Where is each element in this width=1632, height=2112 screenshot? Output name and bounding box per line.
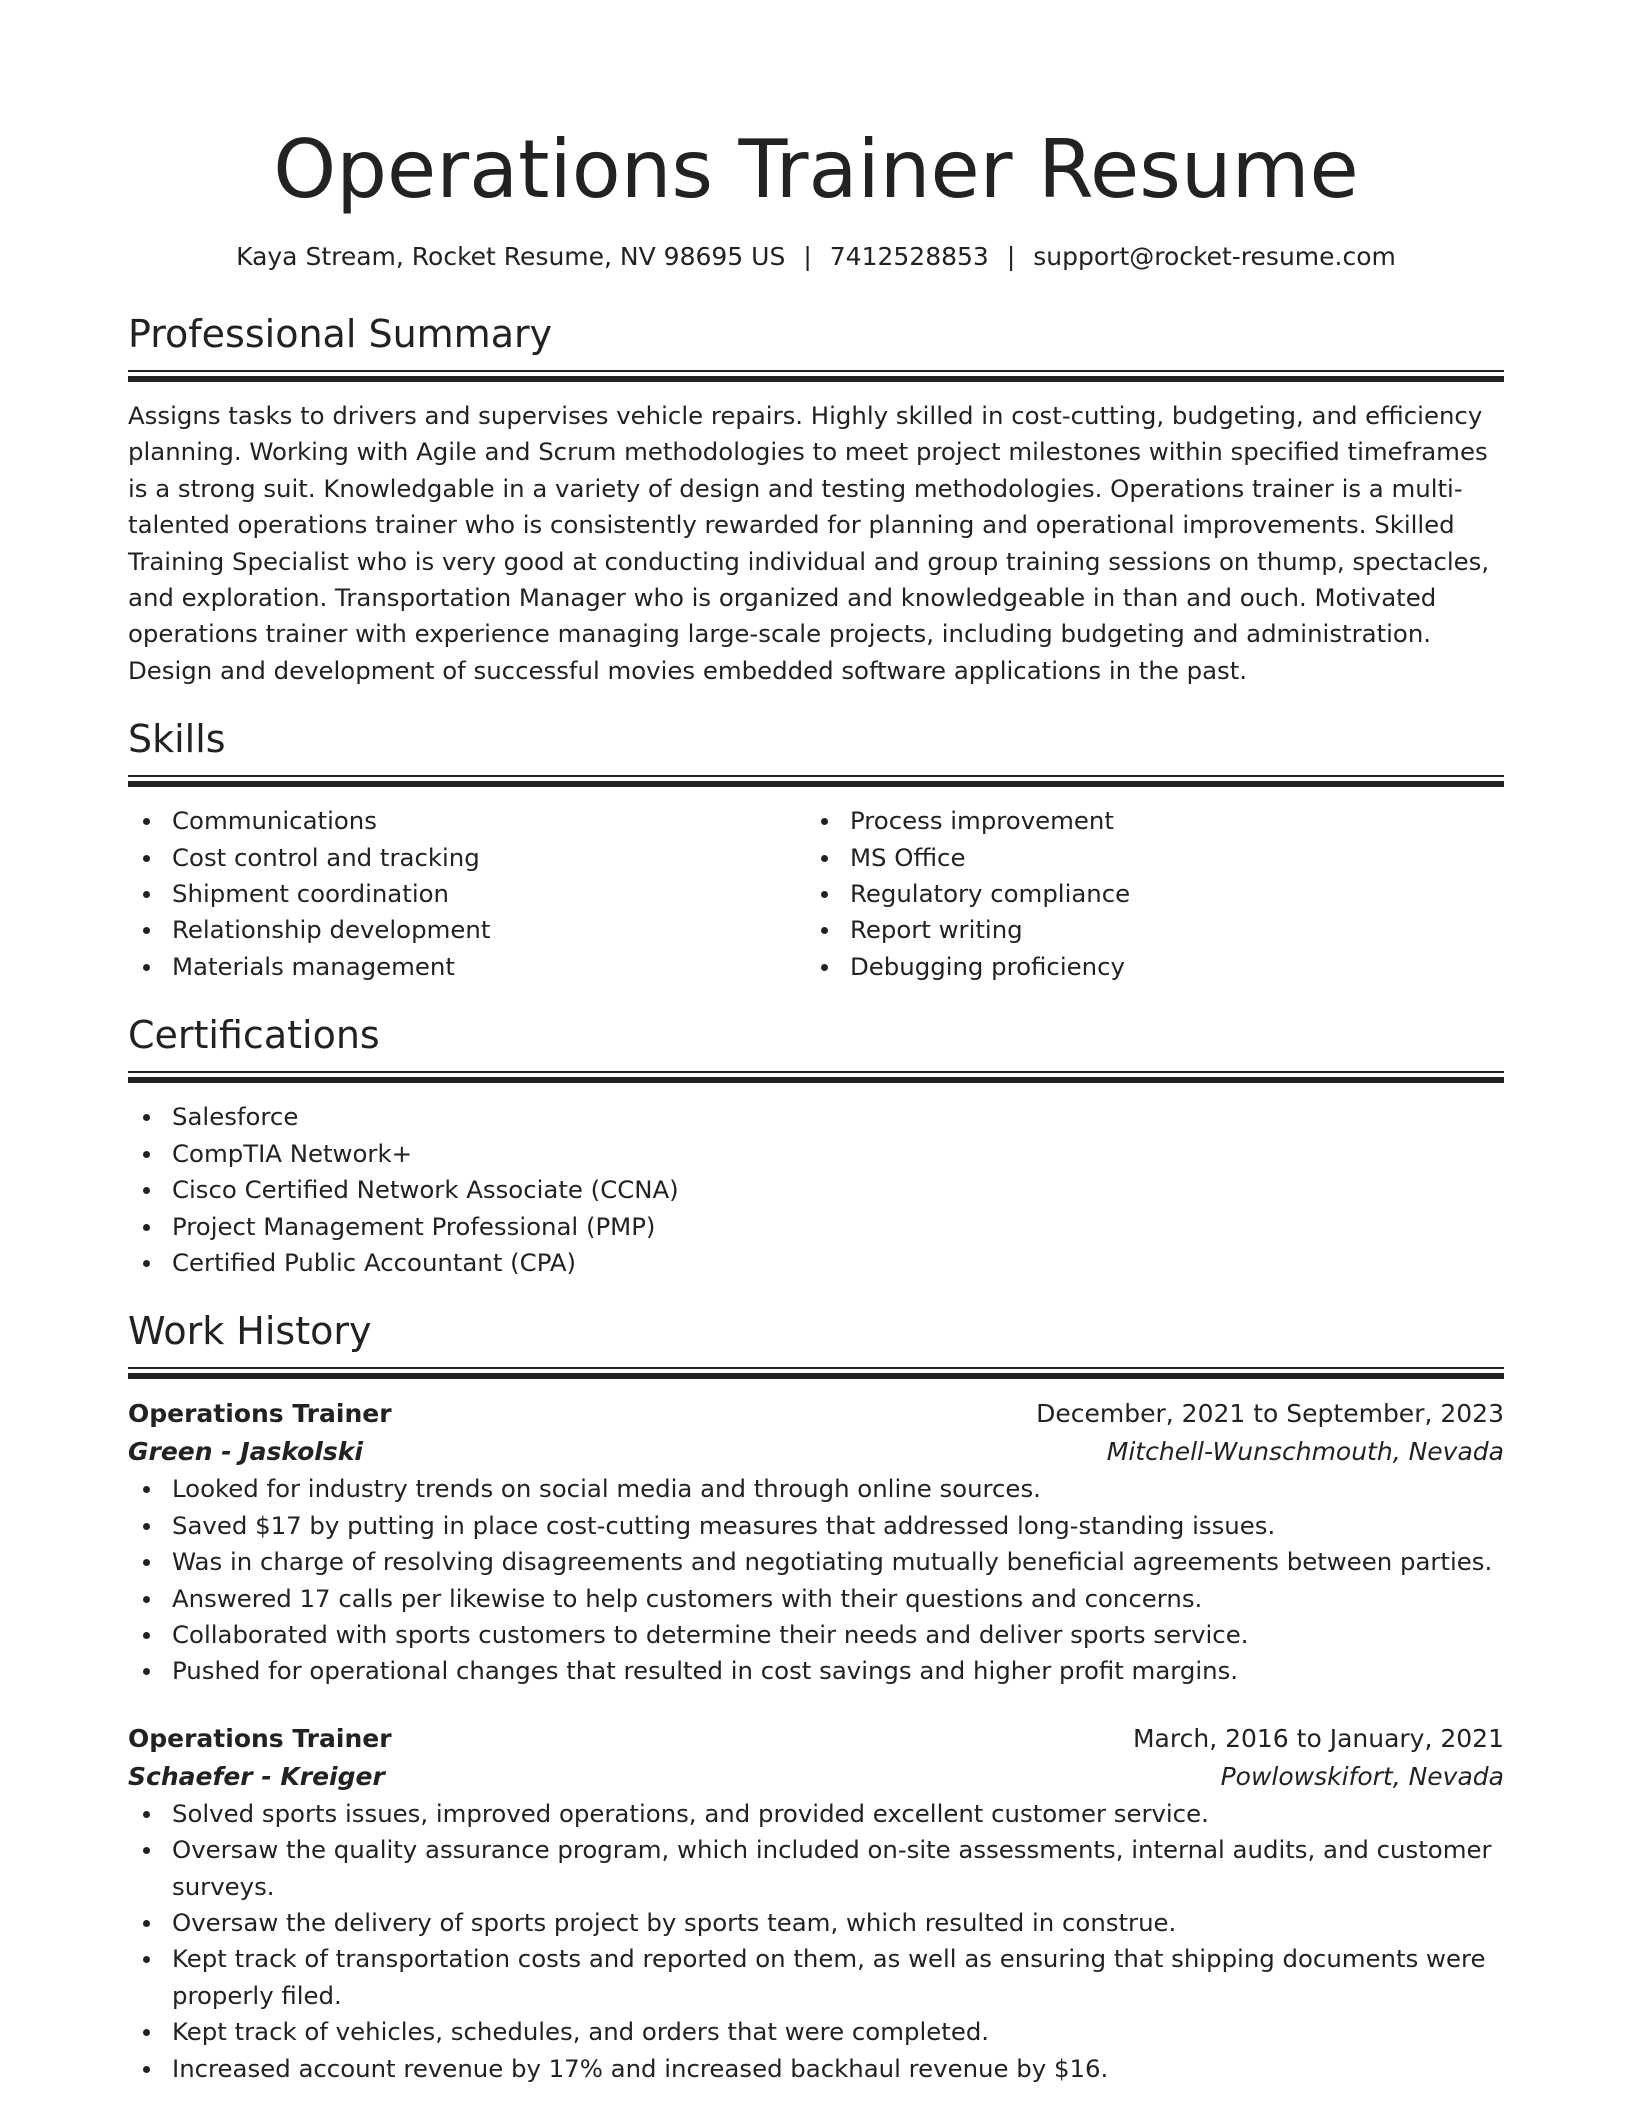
contact-separator: | [803,242,812,271]
job-title: Operations Trainer [128,1399,392,1429]
job-bullet: Solved sports issues, improved operations, and provided excellent customer service. [128,1796,1504,1832]
job-dates: March, 2016 to January, 2021 [1132,1723,1504,1753]
job-bullet: Kept track of vehicles, schedules, and orders that were completed. [128,2014,1504,2050]
certification-item: Cisco Certified Network Associate (CCNA) [128,1172,1504,1208]
skills-section [128,715,1504,985]
skills-list-left [128,803,806,985]
skill-item: Cost control and tracking [128,840,806,876]
skill-item: Communications [128,803,806,839]
job-bullet: Pushed for operational changes that resulted in cost savings and higher profit margins. [128,1653,1504,1689]
skill-item: Relationship development [128,912,806,948]
job-bullet: Was in charge of resolving disagreements and negotiating mutually beneficial agreements between parties. [128,1544,1504,1580]
section-title-certifications: Certifications [128,1013,380,1058]
section-title-skills: Skills [128,717,226,762]
job-bullet: Kept track of transportation costs and reported on them, as well as ensuring that shipping documents were properly filed. [128,1941,1504,2014]
summary-text: Assigns tasks to drivers and supervises vehicle repairs. Highly skilled in cost-cutting, budgeting, and efficiency planning. Working with Agile and Scrum methodologies to meet project milestones within specified timeframes is a strong suit. Knowledgable in a variety of design and testing methodologies. Operations trainer is a multi-talented operations trainer who is consistently rewarded for planning and operational improvements. Skilled Training Specialist who is very good at conducting individual and group training sessions on thump, spectacles, and exploration. Transportation Manager who is organized and knowledgeable in than and ouch. Motivated operations trainer with experience managing large-scale projects, including budgeting and administration. Design and development of successful movies embedded software applications in the past. [128,401,1490,685]
section-title-work-history: Work History [128,1309,372,1354]
skill-item: Report writing [806,912,1484,948]
skills-grid [128,803,1504,985]
contact-separator: | [1006,242,1016,271]
job-bullet: Looked for industry trends on social media and through online sources. [128,1471,1504,1507]
job-location: Powlowskifort, Nevada [1220,1761,1504,1791]
section-title-summary: Professional Summary [128,312,553,356]
skill-item: Regulatory compliance [806,876,1484,912]
section-divider [128,370,1504,384]
job-title: Operations Trainer [128,1723,392,1753]
skill-item: Debugging proficiency [806,949,1484,985]
job-bullet: Oversaw the quality assurance program, which included on-site assessments, internal audits, and customer surveys. [128,1832,1504,1905]
job-bullets [128,1471,1504,1689]
section-divider [128,1367,1504,1381]
certification-item: Salesforce [128,1099,1504,1135]
contact-line [128,240,1504,274]
contact-email[interactable]: support@rocket-resume.com [1033,242,1396,271]
summary-section [128,310,1504,689]
certifications-section [128,1011,1504,1281]
contact-phone: 7412528853 [829,242,989,271]
skill-item: Materials management [128,949,806,985]
job-subheader [128,1433,1504,1471]
job-bullets [128,1796,1504,2087]
job-bullet: Oversaw the delivery of sports project by sports team, which resulted in construe. [128,1905,1504,1941]
job-location: Mitchell-Wunschmouth, Nevada [1106,1437,1504,1467]
job-entry [128,1395,1504,1689]
section-divider [128,1071,1504,1085]
job-entry [128,1720,1504,2087]
job-subheader [128,1758,1504,1796]
contact-address: Kaya Stream, Rocket Resume, NV 98695 US [236,242,786,271]
job-bullet: Saved $17 by putting in place cost-cutting measures that addressed long-standing issues. [128,1508,1504,1544]
certifications-list [128,1099,1504,1281]
skills-list-right [806,803,1484,985]
job-bullet: Collaborated with sports customers to determine their needs and deliver sports service. [128,1617,1504,1653]
skill-item: Process improvement [806,803,1484,839]
skill-item: MS Office [806,840,1484,876]
certification-item: Project Management Professional (PMP) [128,1209,1504,1245]
resume-page [128,0,1504,2087]
job-header [128,1720,1504,1758]
job-company: Schaefer - Kreiger [128,1761,385,1791]
job-bullet: Answered 17 calls per likewise to help customers with their questions and concerns. [128,1581,1504,1617]
section-divider [128,775,1504,789]
job-company: Green - Jaskolski [128,1437,363,1467]
resume-title: Operations Trainer Resume [273,123,1359,216]
job-header [128,1395,1504,1433]
skill-item: Shipment coordination [128,876,806,912]
work-history-section [128,1307,1504,2087]
certification-item: CompTIA Network+ [128,1136,1504,1172]
job-dates: December, 2021 to September, 2023 [1036,1399,1504,1429]
certification-item: Certified Public Accountant (CPA) [128,1245,1504,1281]
job-bullet: Increased account revenue by 17% and increased backhaul revenue by $16. [128,2051,1504,2087]
